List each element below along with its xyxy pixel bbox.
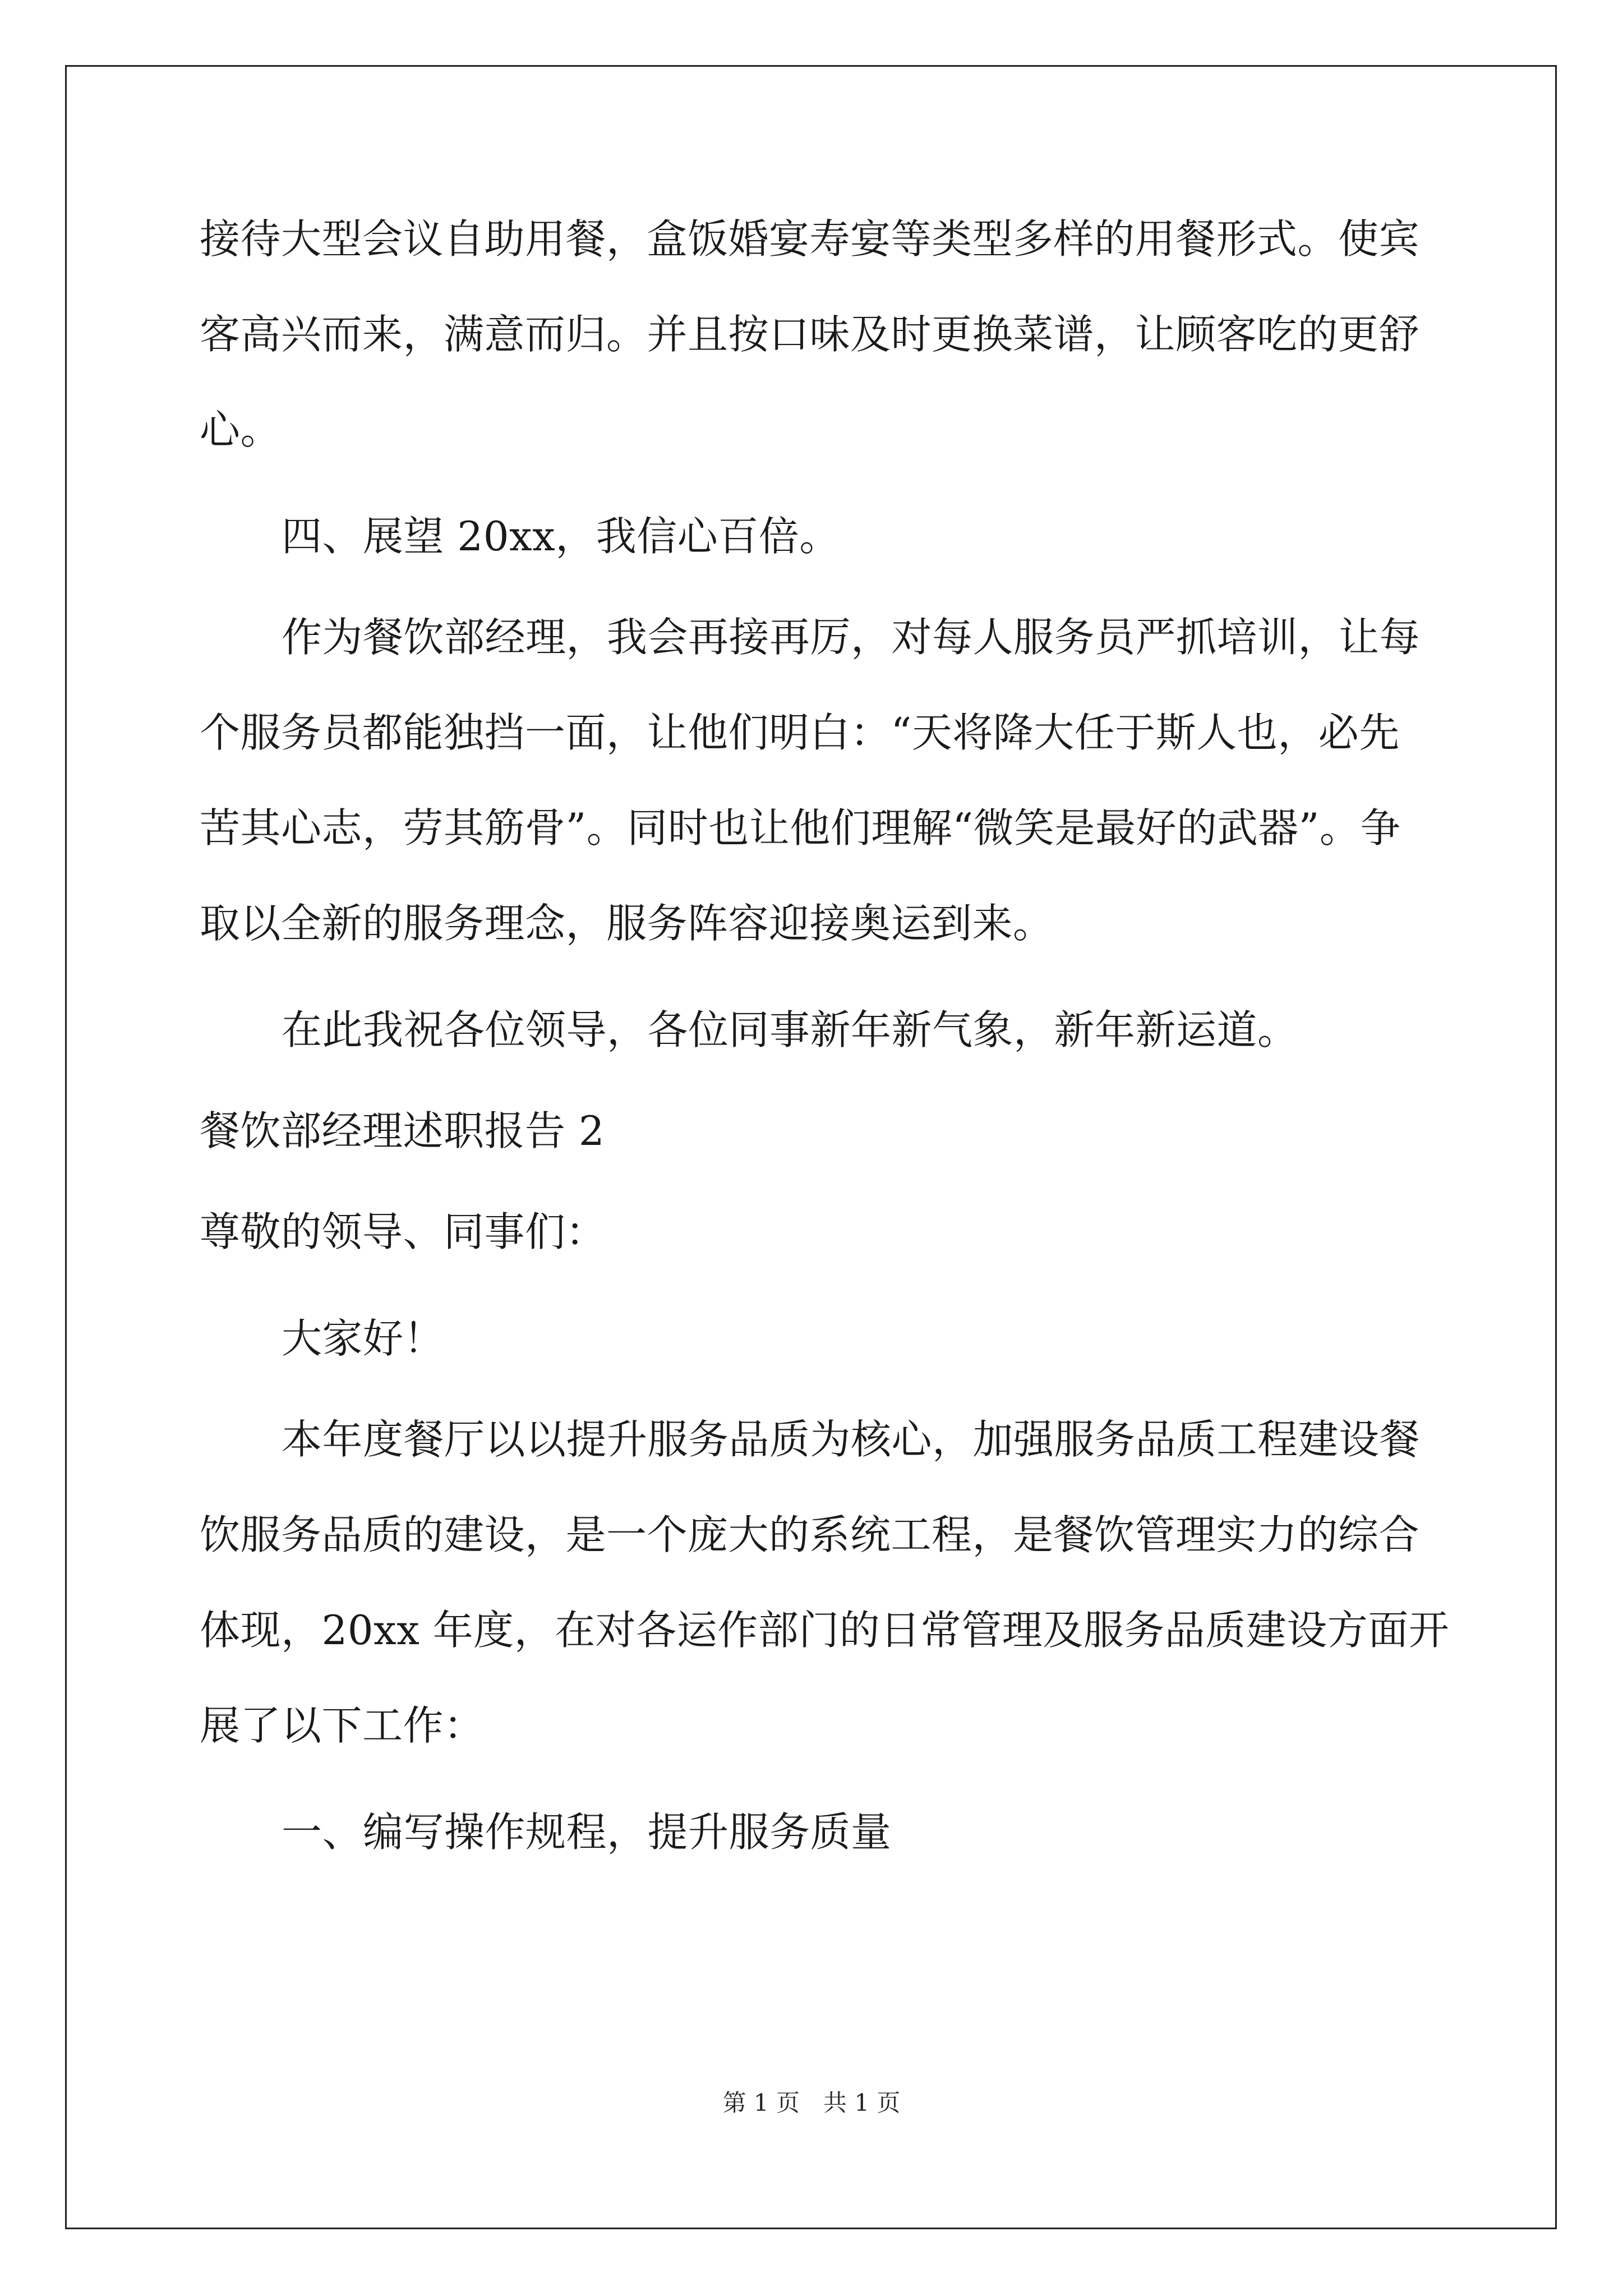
- salutation: 尊敬的领导、同事们：: [200, 1208, 607, 1255]
- paragraph-line: 饮服务品质的建设，是一个庞大的系统工程，是餐饮管理实力的综合: [200, 1511, 1420, 1558]
- paragraph-line: 体现，20xx 年度，在对各运作部门的日常管理及服务品质建设方面开: [200, 1607, 1450, 1654]
- paragraph-line: 个服务员都能独挡一面，让他们明白：“天将降大任于斯人也，必先: [200, 709, 1400, 756]
- paragraph-line: 接待大型会议自助用餐，盒饭婚宴寿宴等类型多样的用餐形式。使宾: [200, 215, 1420, 263]
- report-title: 餐饮部经理述职报告 2: [200, 1107, 605, 1154]
- greeting: 大家好！: [282, 1315, 445, 1362]
- page-footer: 第 1 页 共 1 页: [722, 2089, 901, 2116]
- section-heading: 一、编写操作规程，提升服务质量: [282, 1809, 892, 1856]
- paragraph-line: 客高兴而来，满意而归。并且按口味及时更换菜谱，让顾客吃的更舒: [200, 311, 1420, 358]
- paragraph-line: 本年度餐厅以以提升服务品质为核心，加强服务品质工程建设餐: [282, 1416, 1421, 1463]
- paragraph-line: 心。: [200, 406, 282, 453]
- paragraph-line: 在此我祝各位领导，各位同事新年新气象，新年新运道。: [282, 1006, 1298, 1053]
- paragraph-line: 苦其心志，劳其筋骨”。同时也让他们理解“微笑是最好的武器”。争: [200, 804, 1401, 852]
- section-heading: 四、展望 20xx，我信心百倍。: [282, 513, 840, 560]
- paragraph-line: 取以全新的服务理念，服务阵容迎接奥运到来。: [200, 900, 1054, 947]
- paragraph-line: 作为餐饮部经理，我会再接再厉，对每人服务员严抓培训，让每: [282, 614, 1421, 661]
- paragraph-line: 展了以下工作：: [200, 1702, 485, 1749]
